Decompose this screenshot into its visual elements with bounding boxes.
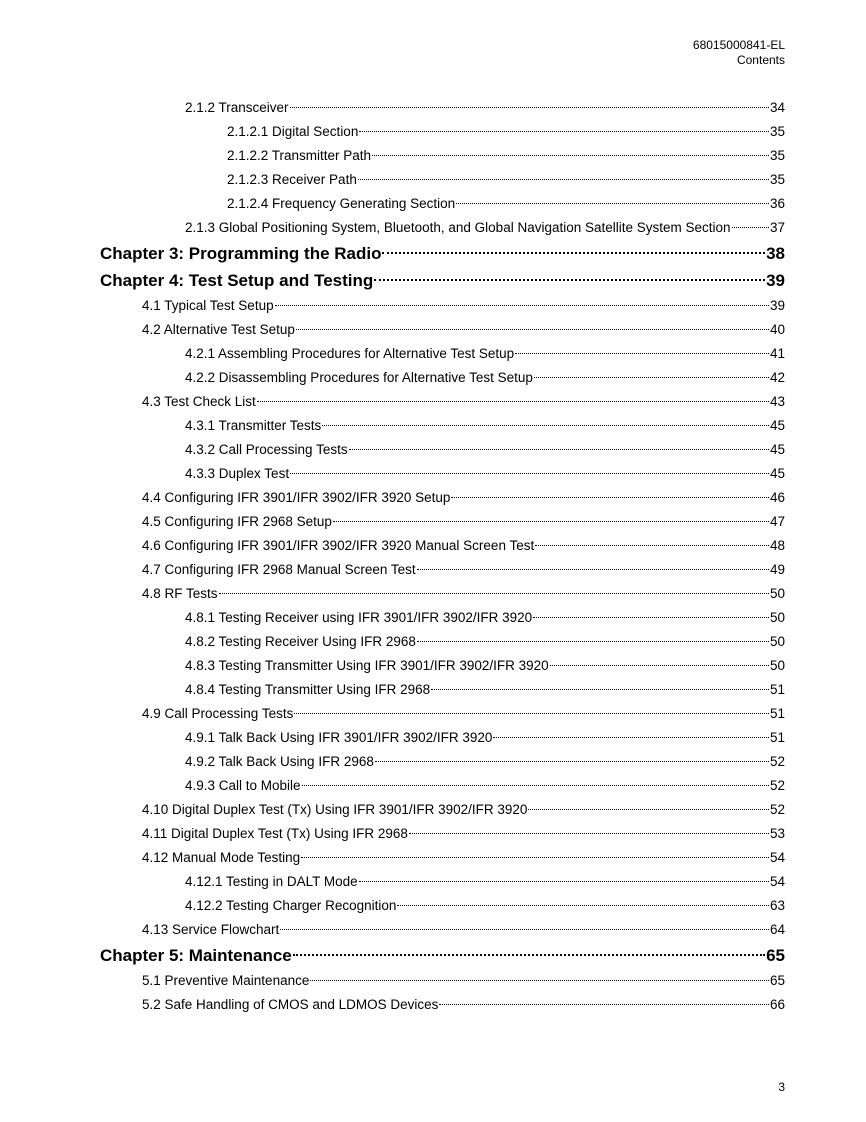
toc-entry-page: 54 [769, 874, 785, 889]
toc-entry-label: 4.8.2 Testing Receiver Using IFR 2968 [185, 634, 416, 649]
toc-leader-dots [417, 568, 769, 570]
toc-entry-label: 4.3.1 Transmitter Tests [185, 418, 322, 433]
toc-leader-dots [374, 278, 765, 281]
toc-entry[interactable] [142, 510, 785, 534]
toc-entry-label: 4.1 Typical Test Setup [142, 298, 274, 313]
toc-chapter-entry[interactable] [100, 942, 785, 969]
toc-leader-dots [417, 640, 769, 642]
toc-entry[interactable] [185, 726, 785, 750]
toc-entry[interactable] [185, 462, 785, 486]
toc-entry[interactable] [185, 216, 785, 240]
toc-leader-dots [451, 496, 769, 498]
toc-entry[interactable] [185, 774, 785, 798]
toc-leader-dots [533, 616, 769, 618]
toc-entry[interactable] [185, 870, 785, 894]
toc-entry-page: 65 [766, 946, 785, 965]
toc-entry[interactable] [142, 993, 785, 1017]
toc-entry-page: 39 [766, 271, 785, 290]
toc-entry-page: 45 [769, 466, 785, 481]
toc-entry-label: 2.1.2.1 Digital Section [227, 124, 359, 139]
toc-entry[interactable] [142, 798, 785, 822]
section-name: Contents [736, 53, 785, 67]
toc-leader-dots [493, 736, 769, 738]
toc-entry-page: 40 [769, 322, 785, 337]
document-number: 68015000841-EL [692, 38, 785, 52]
toc-leader-dots [456, 202, 769, 204]
toc-leader-dots [296, 328, 769, 330]
toc-entry[interactable] [185, 438, 785, 462]
toc-entry-page: 52 [769, 778, 785, 793]
toc-entry-label: 4.8.1 Testing Receiver using IFR 3901/IFR 3902/IFR 3920 [185, 610, 533, 625]
toc-entry-label: 2.1.2.4 Frequency Generating Section [227, 196, 456, 211]
toc-leader-dots [349, 448, 769, 450]
toc-entry[interactable] [142, 318, 785, 342]
toc-entry-page: 63 [769, 898, 785, 913]
toc-entry-label: 4.12.1 Testing in DALT Mode [185, 874, 358, 889]
toc-entry[interactable] [227, 144, 785, 168]
toc-leader-dots [397, 904, 769, 906]
toc-leader-dots [290, 472, 769, 474]
toc-entry-page: 64 [769, 922, 785, 937]
toc-entry[interactable] [142, 702, 785, 726]
toc-entry-page: 50 [769, 586, 785, 601]
toc-entry-page: 37 [769, 220, 785, 235]
toc-entry[interactable] [185, 630, 785, 654]
toc-leader-dots [372, 154, 769, 156]
toc-leader-dots [515, 352, 769, 354]
toc-entry-page: 49 [769, 562, 785, 577]
toc-leader-dots [359, 880, 769, 882]
toc-entry-page: 65 [769, 973, 785, 988]
toc-entry-label: 4.7 Configuring IFR 2968 Manual Screen Test [142, 562, 416, 577]
toc-entry-page: 51 [769, 682, 785, 697]
toc-entry-label: 5.1 Preventive Maintenance [142, 973, 310, 988]
toc-entry-page: 53 [769, 826, 785, 841]
toc-entry[interactable] [227, 120, 785, 144]
toc-leader-dots [219, 592, 769, 594]
toc-leader-dots [358, 178, 769, 180]
toc-entry-label: 4.9.3 Call to Mobile [185, 778, 301, 793]
toc-entry-page: 36 [769, 196, 785, 211]
toc-entry-label: 4.10 Digital Duplex Test (Tx) Using IFR 3901/IFR 3902/IFR 3920 [142, 802, 528, 817]
toc-entry-page: 42 [769, 370, 785, 385]
toc-entry-label: 4.9 Call Processing Tests [142, 706, 294, 721]
toc-entry[interactable] [185, 606, 785, 630]
toc-entry-label: 4.12 Manual Mode Testing [142, 850, 301, 865]
toc-chapter-entry[interactable] [100, 267, 785, 294]
toc-leader-dots [290, 106, 769, 108]
toc-entry-page: 51 [769, 730, 785, 745]
toc-entry-label: 4.6 Configuring IFR 3901/IFR 3902/IFR 3920 Manual Screen Test [142, 538, 535, 553]
toc-entry-page: 46 [769, 490, 785, 505]
toc-entry-label: 2.1.3 Global Positioning System, Bluetooth, and Global Navigation Satellite System Section [185, 220, 731, 235]
toc-entry[interactable] [142, 822, 785, 846]
toc-leader-dots [301, 856, 769, 858]
toc-leader-dots [257, 400, 769, 402]
toc-entry-label: 4.3.3 Duplex Test [185, 466, 290, 481]
toc-entry[interactable] [185, 342, 785, 366]
toc-chapter-entry[interactable] [100, 240, 785, 267]
toc-entry-page: 47 [769, 514, 785, 529]
toc-entry[interactable] [142, 390, 785, 414]
toc-entry[interactable] [227, 192, 785, 216]
toc-entry-label: Chapter 5: Maintenance [100, 946, 292, 965]
toc-entry[interactable] [142, 486, 785, 510]
toc-entry-label: Chapter 4: Test Setup and Testing [100, 271, 374, 290]
toc-entry[interactable] [142, 294, 785, 318]
page-number: 3 [778, 1080, 785, 1094]
toc-leader-dots [280, 928, 769, 930]
toc-leader-dots [302, 784, 769, 786]
toc-leader-dots [431, 688, 769, 690]
toc-entry-page: 51 [769, 706, 785, 721]
toc-entry-label: 4.9.1 Talk Back Using IFR 3901/IFR 3902/IFR 3920 [185, 730, 493, 745]
toc-leader-dots [534, 376, 769, 378]
toc-entry-label: 4.3.2 Call Processing Tests [185, 442, 348, 457]
toc-entry-page: 35 [769, 172, 785, 187]
toc-entry-page: 43 [769, 394, 785, 409]
toc-entry-label: 5.2 Safe Handling of CMOS and LDMOS Devices [142, 997, 439, 1012]
toc-entry-label: 4.9.2 Talk Back Using IFR 2968 [185, 754, 374, 769]
toc-entry-label: 2.1.2.3 Receiver Path [227, 172, 357, 187]
toc-entry-page: 50 [769, 658, 785, 673]
toc-entry-page: 50 [769, 634, 785, 649]
toc-entry[interactable] [185, 894, 785, 918]
toc-entry[interactable] [185, 678, 785, 702]
toc-leader-dots [310, 979, 769, 981]
toc-entry-label: 4.2.2 Disassembling Procedures for Alternative Test Setup [185, 370, 533, 385]
toc-entry-page: 35 [769, 148, 785, 163]
toc-leader-dots [375, 760, 769, 762]
toc-entry-page: 41 [769, 346, 785, 361]
toc-entry-page: 35 [769, 124, 785, 139]
toc-entry[interactable] [142, 846, 785, 870]
toc-entry[interactable] [185, 654, 785, 678]
toc-leader-dots [439, 1003, 769, 1005]
toc-entry[interactable] [142, 534, 785, 558]
toc-entry-label: 4.4 Configuring IFR 3901/IFR 3902/IFR 3920 Setup [142, 490, 451, 505]
toc-entry-page: 50 [769, 610, 785, 625]
toc-entry-page: 48 [769, 538, 785, 553]
toc-entry[interactable] [227, 168, 785, 192]
toc-entry-page: 39 [769, 298, 785, 313]
toc-leader-dots [293, 953, 765, 956]
toc-entry-page: 45 [769, 418, 785, 433]
toc-entry-label: 4.8.4 Testing Transmitter Using IFR 2968 [185, 682, 431, 697]
toc-entry-page: 52 [769, 802, 785, 817]
toc-entry-page: 52 [769, 754, 785, 769]
toc-leader-dots [528, 808, 769, 810]
toc-entry[interactable] [185, 414, 785, 438]
toc-leader-dots [732, 226, 769, 228]
toc-entry[interactable] [142, 969, 785, 993]
toc-leader-dots [382, 251, 765, 254]
toc-entry-page: 38 [766, 244, 785, 263]
toc-entry-label: 4.8.3 Testing Transmitter Using IFR 3901/IFR 3902/IFR 3920 [185, 658, 549, 673]
toc-entry-label: 2.1.2 Transceiver [185, 100, 289, 115]
toc-entry-label: 4.13 Service Flowchart [142, 922, 280, 937]
toc-entry[interactable] [185, 750, 785, 774]
toc-entry-label: Chapter 3: Programming the Radio [100, 244, 382, 263]
toc-entry[interactable] [142, 918, 785, 942]
toc-leader-dots [275, 304, 769, 306]
toc-entry-page: 54 [769, 850, 785, 865]
toc-entry-label: 4.3 Test Check List [142, 394, 256, 409]
toc-leader-dots [359, 130, 769, 132]
toc-entry-label: 2.1.2.2 Transmitter Path [227, 148, 372, 163]
toc-entry-label: 4.5 Configuring IFR 2968 Setup [142, 514, 332, 529]
toc-entry-label: 4.2 Alternative Test Setup [142, 322, 295, 337]
toc-entry-label: 4.8 RF Tests [142, 586, 218, 601]
toc-entry-page: 66 [769, 997, 785, 1012]
toc-leader-dots [322, 424, 769, 426]
toc-entry[interactable] [185, 366, 785, 390]
toc-entry[interactable] [142, 558, 785, 582]
toc-entry[interactable] [185, 96, 785, 120]
toc-leader-dots [333, 520, 769, 522]
toc-leader-dots [535, 544, 769, 546]
toc-leader-dots [294, 712, 769, 714]
toc-leader-dots [409, 832, 769, 834]
toc-entry-page: 45 [769, 442, 785, 457]
toc-entry-label: 4.2.1 Assembling Procedures for Alternative Test Setup [185, 346, 515, 361]
running-header [693, 38, 785, 68]
toc-entry-label: 4.12.2 Testing Charger Recognition [185, 898, 397, 913]
toc-leader-dots [550, 664, 769, 666]
toc-entry[interactable] [142, 582, 785, 606]
toc-entry-page: 34 [769, 100, 785, 115]
toc-entry-label: 4.11 Digital Duplex Test (Tx) Using IFR 2968 [142, 826, 408, 841]
